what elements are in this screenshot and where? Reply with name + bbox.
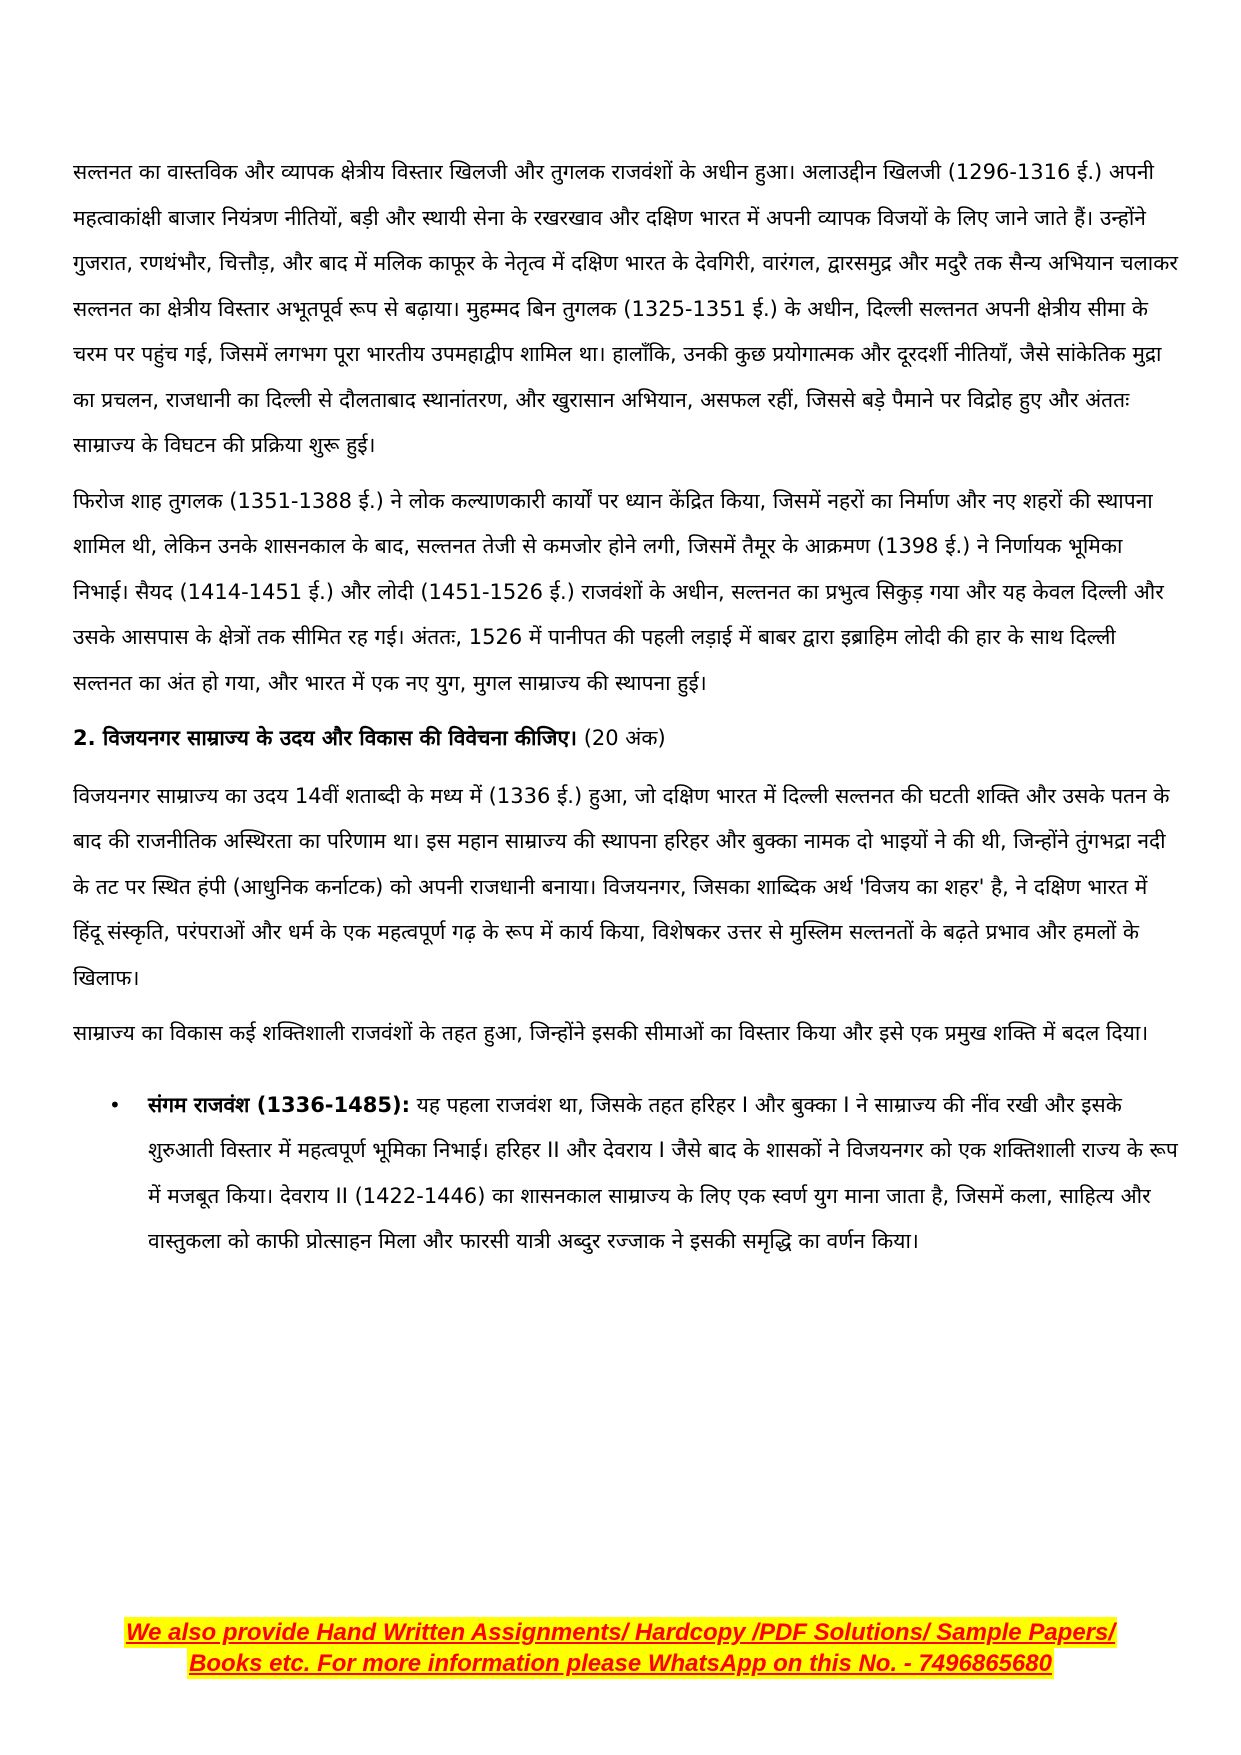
dynasty-description: यह पहला राजवंश था, जिसके तहत हरिहर I और बुक्का I ने साम्राज्य की नींव रखी और इसके शुरुआती विस्तार में महत्वपूर्ण भूमिका निभाई। हरिहर II और देवराय I जैसे बाद के शासकों ने विजयनगर को एक शक्तिशाली राज्य के रूप में मजबूत किया। देवराय II (1422-1446) का शासनकाल साम्राज्य के लिए एक स्वर्ण युग माना जाता है, जिसमें कला, साहित्य और वास्तुकला को काफी प्रोत्साहन मिला और फारसी यात्री अब्दुर रज्जाक ने इसकी समृद्धि का वर्णन किया। [148,1092,1178,1253]
paragraph-vijayanagara-rise: विजयनगर साम्राज्य का उदय 14वीं शताब्दी के मध्य में (1336 ई.) हुआ, जो दक्षिण भारत में दिल्ली सल्तनत की घटती शक्ति और उसके पतन के बाद की राजनीतिक अस्थिरता का परिणाम था। इस महान साम्राज्य की स्थापना हरिहर और बुक्का नामक दो भाइयों ने की थी, जिन्होंने तुंगभद्रा नदी के तट पर स्थित हंपी (आधुनिक कर्नाटक) को अपनी राजधानी बनाया। विजयनगर, जिसका शाब्दिक अर्थ 'विजय का शहर' है, ने दक्षिण भारत में हिंदू संस्कृति, परंपराओं और धर्म के एक महत्वपूर्ण गढ़ के रूप में कार्य किया, विशेषकर उत्तर से मुस्लिम सल्तनतों के बढ़ते प्रभाव और हमलों के खिलाफ। [73,783,1170,990]
footer-line-2: Books etc. For more information please WhatsApp on this No. - 7496865680 [189,1650,1052,1677]
bullet-icon: • [109,1092,121,1117]
footer-line-1: We also provide Hand Written Assignments/ Hardcopy /PDF Solutions/ Sample Papers/ [125,1619,1116,1646]
footer-notice [0,1617,1241,1679]
paragraph-khilji-tughlaq: सल्तनत का वास्तविक और व्यापक क्षेत्रीय विस्तार खिलजी और तुगलक राजवंशों के अधीन हुआ। अलाउद्दीन खिलजी (1296-1316 ई.) अपनी महत्वाकांक्षी बाजार नियंत्रण नीतियों, बड़ी और स्थायी सेना के रखरखाव और दक्षिण भारत में अपनी व्यापक विजयों के लिए जाने जाते हैं। उन्होंने गुजरात, रणथंभौर, चित्तौड़, और बाद में मलिक काफूर के नेतृत्व में दक्षिण भारत के देवगिरी, वारंगल, द्वारसमुद्र और मदुरै तक सैन्य अभियान चलाकर सल्तनत का क्षेत्रीय विस्तार अभूतपूर्व रूप से बढ़ाया। मुहम्मद बिन तुगलक (1325-1351 ई.) के अधीन, दिल्ली सल्तनत अपनी क्षेत्रीय सीमा के चरम पर पहुंच गई, जिसमें लगभग पूरा भारतीय उपमहाद्वीप शामिल था। हालाँकि, उनकी कुछ प्रयोगात्मक और दूरदर्शी नीतियाँ, जैसे सांकेतिक मुद्रा का प्रचलन, राजधानी का दिल्ली से दौलताबाद स्थानांतरण, और खुरासान अभियान, असफल रहीं, जिससे बड़े पैमाने पर विद्रोह हुए और अंततः साम्राज्य के विघटन की प्रक्रिया शुरू हुई। [73,160,1178,457]
question-text: 2. विजयनगर साम्राज्य के उदय और विकास की विवेचना कीजिए। [73,726,578,750]
paragraph-vijayanagara-growth: साम्राज्य का विकास कई शक्तिशाली राजवंशों के तहत हुआ, जिन्होंने इसकी सीमाओं का विस्तार किया और इसे एक प्रमुख शक्ति में बदल दिया। [73,1021,1149,1045]
question-heading [73,716,1178,762]
dynasty-term: संगम राजवंश (1336-1485): [148,1092,410,1117]
dynasty-list [73,1083,1178,1265]
paragraph-firoz-shah: फिरोज शाह तुगलक (1351-1388 ई.) ने लोक कल्याणकारी कार्यों पर ध्यान केंद्रित किया, जिसमें नहरों का निर्माण और नए शहरों की स्थापना शामिल थी, लेकिन उनके शासनकाल के बाद, सल्तनत तेजी से कमजोर होने लगी, जिसमें तैमूर के आक्रमण (1398 ई.) ने निर्णायक भूमिका निभाई। सैयद (1414-1451 ई.) और लोदी (1451-1526 ई.) राजवंशों के अधीन, सल्तनत का प्रभुत्व सिकुड़ गया और यह केवल दिल्ली और उसके आसपास के क्षेत्रों तक सीमित रह गई। अंततः, 1526 में पानीपत की पहली लड़ाई में बाबर द्वारा इब्राहिम लोदी की हार के साथ दिल्ली सल्तनत का अंत हो गया, और भारत में एक नए युग, मुगल साम्राज्य की स्थापना हुई। [73,488,1164,695]
document-body [73,150,1178,1265]
question-marks: (20 अंक) [583,726,666,750]
list-item [73,1083,1178,1265]
